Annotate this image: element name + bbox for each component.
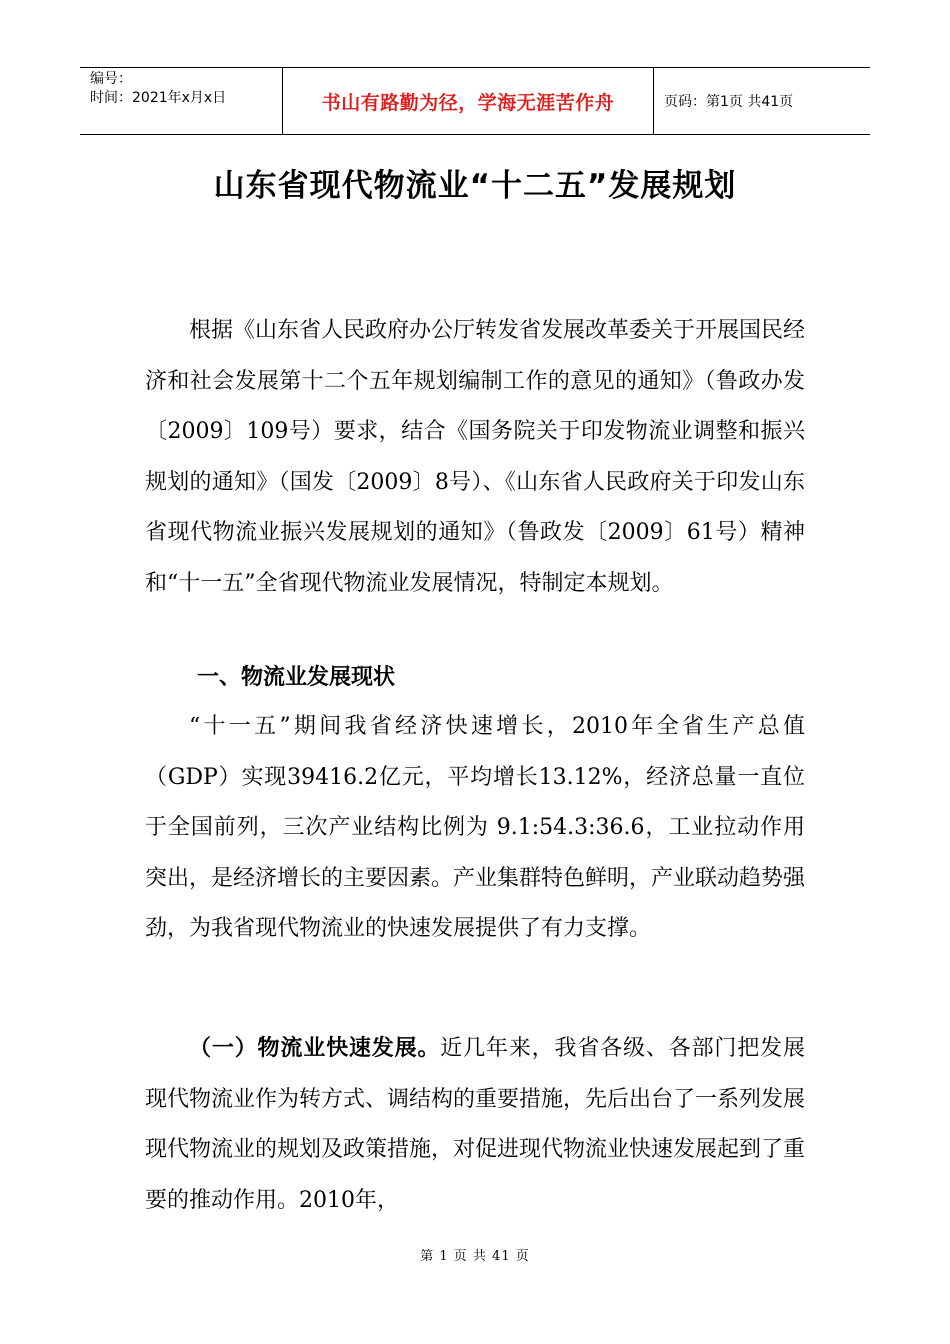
header-meta-cell <box>80 68 283 134</box>
intro-section <box>145 306 805 609</box>
section-heading: 一、物流业发展现状 <box>197 665 396 690</box>
header-number-label: 编号： <box>90 71 132 87</box>
section1-paragraph: “十一五”期间我省经济快速增长，2010年全省生产总值（GDP）实现39416.2亿元，平均增长13.12%，经济总量一直位于全国前列，三次产业结构比例为 9.1:54.3:36.6，工业拉动作用突出，是经济增长的主要因素。产业集群特色鲜明，产业联动趋势强劲，为我省现代物流业的快速发展提供了有力支撑。 <box>145 714 806 941</box>
header-page-info: 页码：第1页 共41页 <box>664 94 794 110</box>
intro-paragraph: 根据《山东省人民政府办公厅转发省发展改革委关于开展国民经济和社会发展第十二个五年规划编制工作的意见的通知》（鲁政办发〔2009〕109号）要求，结合《国务院关于印发物流业调整和振兴规划的通知》（国发〔2009〕8号）、《山东省人民政府关于印发山东省现代物流业振兴发展规划的通知》（鲁政发〔2009〕61号）精神和“十一五”全省现代物流业发展情况，特制定本规划。 <box>145 318 806 596</box>
subsection-heading: （一）物流业快速发展。 <box>189 1036 441 1061</box>
header-date-label: 时间：2021年x月x日 <box>90 90 227 106</box>
header-motto: 书山有路勤为径，学海无涯苦作舟 <box>321 91 615 114</box>
document-title: 山东省现代物流业“十二五”发展规划 <box>213 168 737 204</box>
subsection-text: 近几年来，我省各级、各部门把发展现代物流业作为转方式、调结构的重要措施，先后出台了一系列发展现代物流业的规划及政策措施，对促进现代物流业快速发展起到了重要的推动作用。2010年， <box>145 1036 806 1213</box>
subsection1-body <box>145 1024 805 1226</box>
header-page-cell <box>654 68 870 134</box>
header-motto-cell <box>283 68 654 134</box>
section1-body <box>145 702 805 955</box>
subsection1-paragraph <box>145 1024 805 1226</box>
document-header <box>80 67 870 135</box>
page-footer: 第 1 页 共 41 页 <box>420 1249 530 1264</box>
